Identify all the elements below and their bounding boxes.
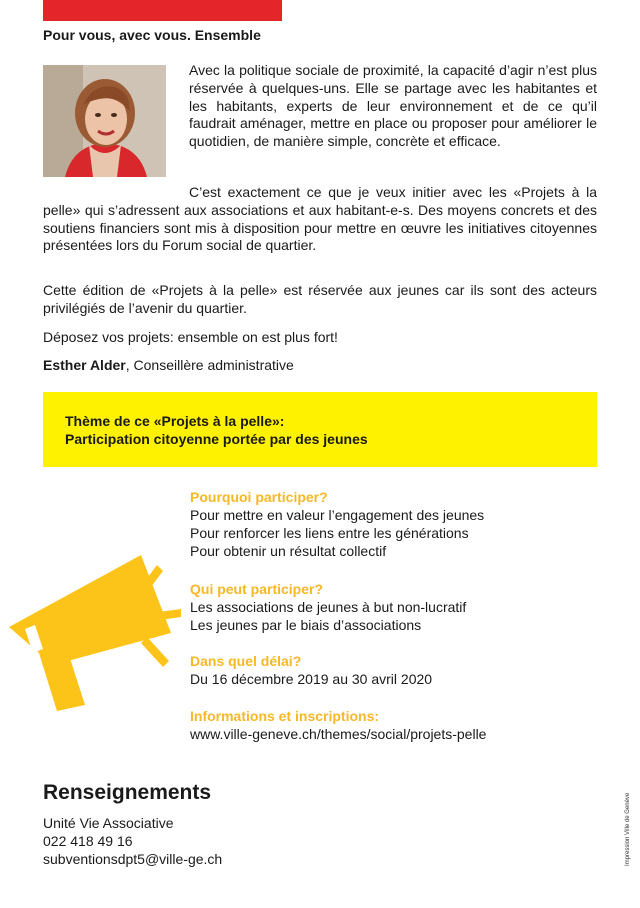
imprint-note: Impression Ville de Genève	[625, 792, 631, 866]
theme-box	[43, 392, 597, 467]
intro-paragraph-3: Cette édition de «Projets à la pelle» est réservée aux jeunes car ils sont des acteurs privilégiés de l’avenir du quartier.	[43, 282, 597, 316]
intro-paragraph-4: Déposez vos projets: ensemble on est plus fort!	[43, 329, 338, 345]
who-item: Les associations de jeunes à but non-lucratif	[190, 599, 467, 615]
why-item: Pour mettre en valeur l’engagement des jeunes	[190, 507, 485, 523]
intro-paragraph-1: Avec la politique sociale de proximité, la capacité d’agir n’est plus réservée à quelques-uns. Elle se partage avec les habitantes et les habitants, experts de leur environnement et de ce qu’il faudrait aménager, mettre en place ou proposer pour améliorer le quotidien, de manière simple, concrète et efficace.	[189, 62, 597, 150]
contact-unit: Unité Vie Associative	[43, 815, 174, 831]
when-block	[190, 652, 610, 688]
subtitle: Pour vous, avec vous. Ensemble	[43, 27, 261, 43]
why-item: Pour obtenir un résultat collectif	[190, 543, 387, 559]
info-heading: Informations et inscriptions:	[190, 708, 380, 724]
info-url-link[interactable]: www.ville-geneve.ch/themes/social/projets-pelle	[190, 726, 487, 742]
theme-title: Thème de ce «Projets à la pelle»:	[65, 413, 285, 429]
why-item: Pour renforcer les liens entre les générations	[190, 525, 469, 541]
portrait-photo	[43, 65, 166, 177]
intro-paragraph-2-text: C’est exactement ce que je veux initier avec les «Projets à la pelle» qui s’adressent aux associations et aux habitant-e-s. Des moyens concrets et des soutiens financiers sont mis à disposition pour mettre en œuvre les initiatives citoyennes présentées lors du Forum social de quartier.	[43, 184, 597, 254]
signature	[43, 357, 294, 373]
red-header-bar	[43, 0, 282, 21]
contact-title: Renseignements	[43, 781, 212, 804]
signature-name: Esther Alder	[43, 357, 126, 373]
intro-paragraph-2	[43, 184, 597, 255]
why-block	[190, 488, 610, 560]
contact-phone[interactable]: 022 418 49 16	[43, 833, 133, 849]
who-block	[190, 580, 610, 634]
why-heading: Pourquoi participer?	[190, 489, 328, 505]
who-heading: Qui peut participer?	[190, 581, 324, 597]
who-item: Les jeunes par le biais d’associations	[190, 617, 422, 633]
when-heading: Dans quel délai?	[190, 653, 302, 669]
contact-email[interactable]: subventionsdpt5@ville-ge.ch	[43, 851, 223, 867]
contact-block	[43, 814, 222, 868]
when-text: Du 16 décembre 2019 au 30 avril 2020	[190, 671, 433, 687]
signature-role: , Conseillère administrative	[125, 357, 294, 373]
megaphone-icon	[5, 545, 185, 720]
theme-subject: Participation citoyenne portée par des jeunes	[65, 431, 368, 447]
info-block	[190, 707, 610, 743]
